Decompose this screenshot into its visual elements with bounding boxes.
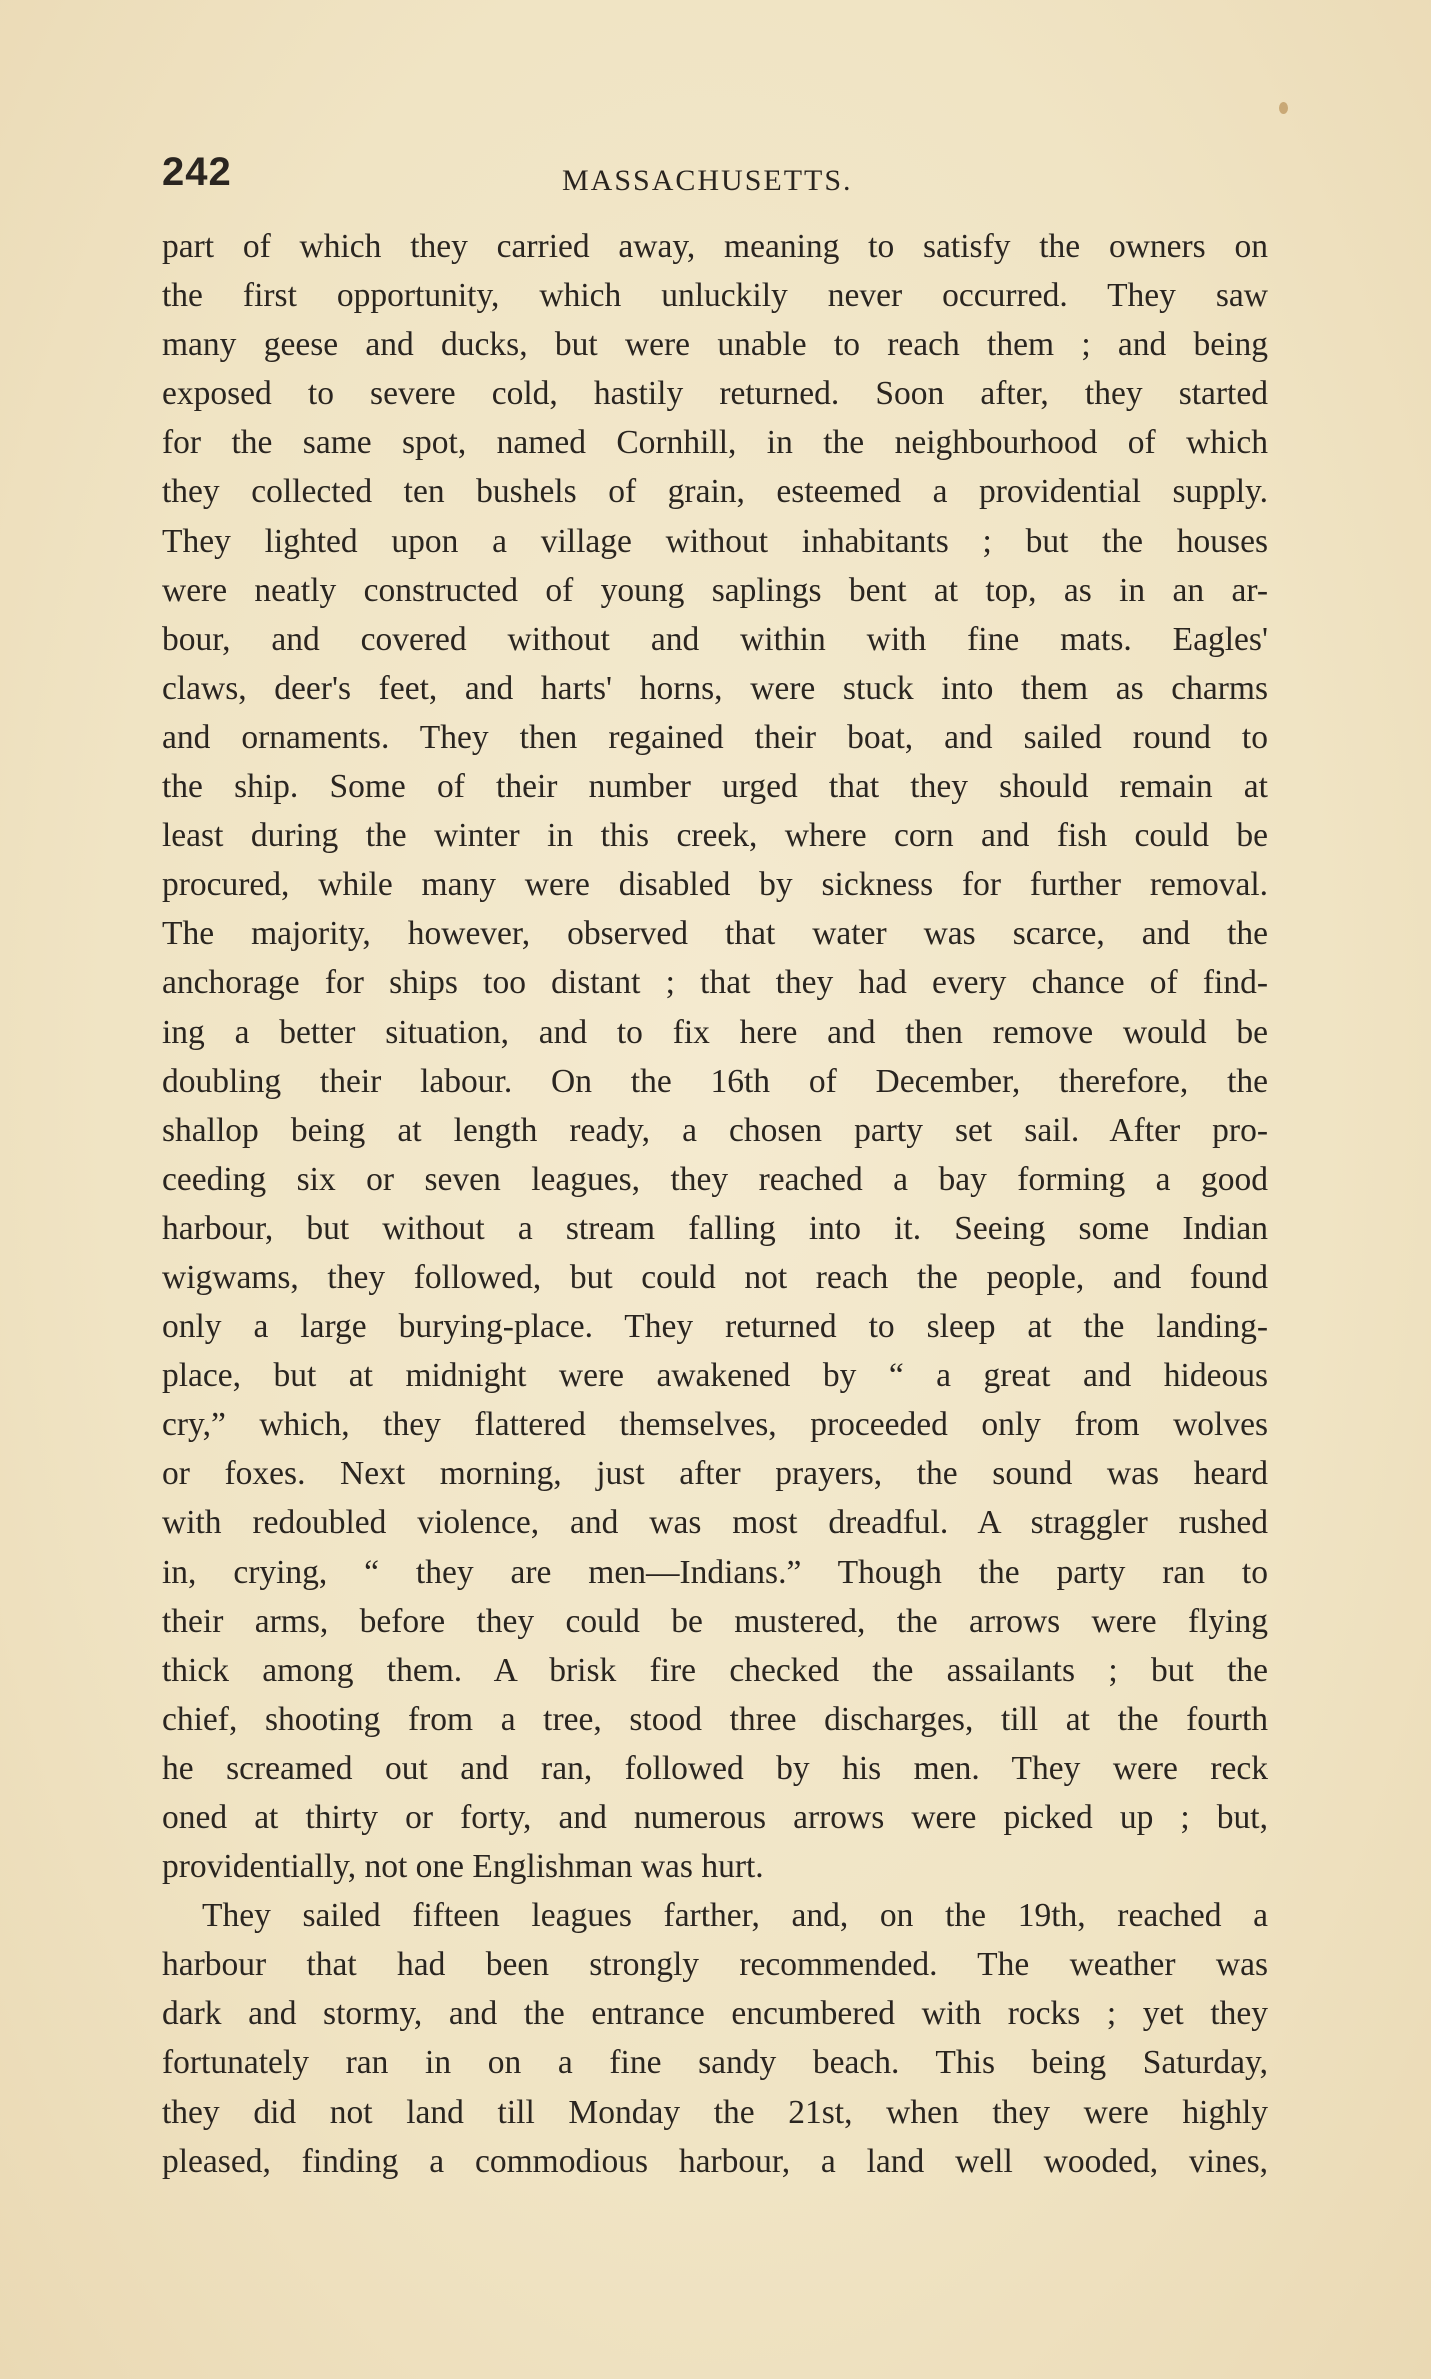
- body-text: [162, 222, 1268, 2186]
- running-head: MASSACHUSETTS.: [562, 164, 853, 197]
- text-line: or foxes. Next morning, just after prayers, the sound was heard: [162, 1455, 1268, 1493]
- text-line: they collected ten bushels of grain, esteemed a providential supply.: [162, 473, 1268, 511]
- text-line: and ornaments. They then regained their boat, and sailed round to: [162, 718, 1268, 756]
- paragraph-1: [162, 222, 1268, 1891]
- text-line: harbour, but without a stream falling into it. Seeing some Indian: [162, 1209, 1268, 1247]
- text-line: least during the winter in this creek, where corn and fish could be: [162, 817, 1268, 855]
- text-line: doubling their labour. On the 16th of December, therefore, the: [162, 1062, 1268, 1100]
- text-line: place, but at midnight were awakened by “ a great and hideous: [162, 1357, 1268, 1395]
- text-line: exposed to severe cold, hastily returned. Soon after, they started: [162, 375, 1268, 413]
- text-line: claws, deer's feet, and harts' horns, were stuck into them as charms: [162, 669, 1268, 707]
- text-line: They lighted upon a village without inhabitants ; but the houses: [162, 522, 1268, 560]
- text-line: the first opportunity, which unluckily never occurred. They saw: [162, 277, 1268, 315]
- page-header: [162, 150, 1274, 210]
- text-line: the ship. Some of their number urged that they should remain at: [162, 768, 1268, 806]
- text-line: many geese and ducks, but were unable to reach them ; and being: [162, 326, 1268, 364]
- text-line: dark and stormy, and the entrance encumbered with rocks ; yet they: [162, 1995, 1268, 2033]
- text-line: only a large burying-place. They returned to sleep at the landing-: [162, 1308, 1268, 1346]
- text-line: oned at thirty or forty, and numerous arrows were picked up ; but,: [162, 1799, 1268, 1836]
- text-line: they did not land till Monday the 21st, when they were highly: [162, 2093, 1268, 2131]
- text-line: were neatly constructed of young saplings bent at top, as in an ar-: [162, 571, 1268, 609]
- page-number: 242: [162, 150, 232, 194]
- text-line: he screamed out and ran, followed by his men. They were reck: [162, 1749, 1268, 1787]
- text-line: for the same spot, named Cornhill, in the neighbourhood of which: [162, 424, 1268, 462]
- text-line: The majority, however, observed that water was scarce, and the: [162, 915, 1268, 953]
- text-line: providentially, not one Englishman was hurt.: [162, 1848, 764, 1886]
- text-line: bour, and covered without and within with fine mats. Eagles': [162, 620, 1268, 658]
- text-line: procured, while many were disabled by sickness for further removal.: [162, 866, 1268, 904]
- paragraph-2: [162, 1891, 1268, 2186]
- text-line: anchorage for ships too distant ; that they had every chance of find-: [162, 964, 1268, 1002]
- text-line: their arms, before they could be mustered, the arrows were flying: [162, 1602, 1268, 1640]
- text-line: ing a better situation, and to fix here and then remove would be: [162, 1013, 1268, 1051]
- text-line: fortunately ran in on a fine sandy beach. This being Saturday,: [162, 2044, 1268, 2082]
- text-line: ceeding six or seven leagues, they reached a bay forming a good: [162, 1160, 1268, 1198]
- text-line: thick among them. A brisk fire checked the assailants ; but the: [162, 1651, 1268, 1689]
- ink-speck: [1279, 102, 1288, 114]
- text-line: shallop being at length ready, a chosen party set sail. After pro-: [162, 1111, 1268, 1149]
- text-line: cry,” which, they flattered themselves, proceeded only from wolves: [162, 1406, 1268, 1444]
- text-line: with redoubled violence, and was most dreadful. A straggler rushed: [162, 1504, 1268, 1542]
- text-line: harbour that had been strongly recommended. The weather was: [162, 1946, 1268, 1984]
- text-line: They sailed fifteen leagues farther, and, on the 19th, reached a: [202, 1897, 1268, 1935]
- text-line: in, crying, “ they are men—Indians.” Though the party ran to: [162, 1553, 1268, 1591]
- text-line: chief, shooting from a tree, stood three discharges, till at the fourth: [162, 1700, 1268, 1738]
- text-line: part of which they carried away, meaning to satisfy the owners on: [162, 228, 1268, 265]
- text-line: wigwams, they followed, but could not reach the people, and found: [162, 1258, 1268, 1296]
- text-line: pleased, finding a commodious harbour, a land well wooded, vines,: [162, 2142, 1268, 2180]
